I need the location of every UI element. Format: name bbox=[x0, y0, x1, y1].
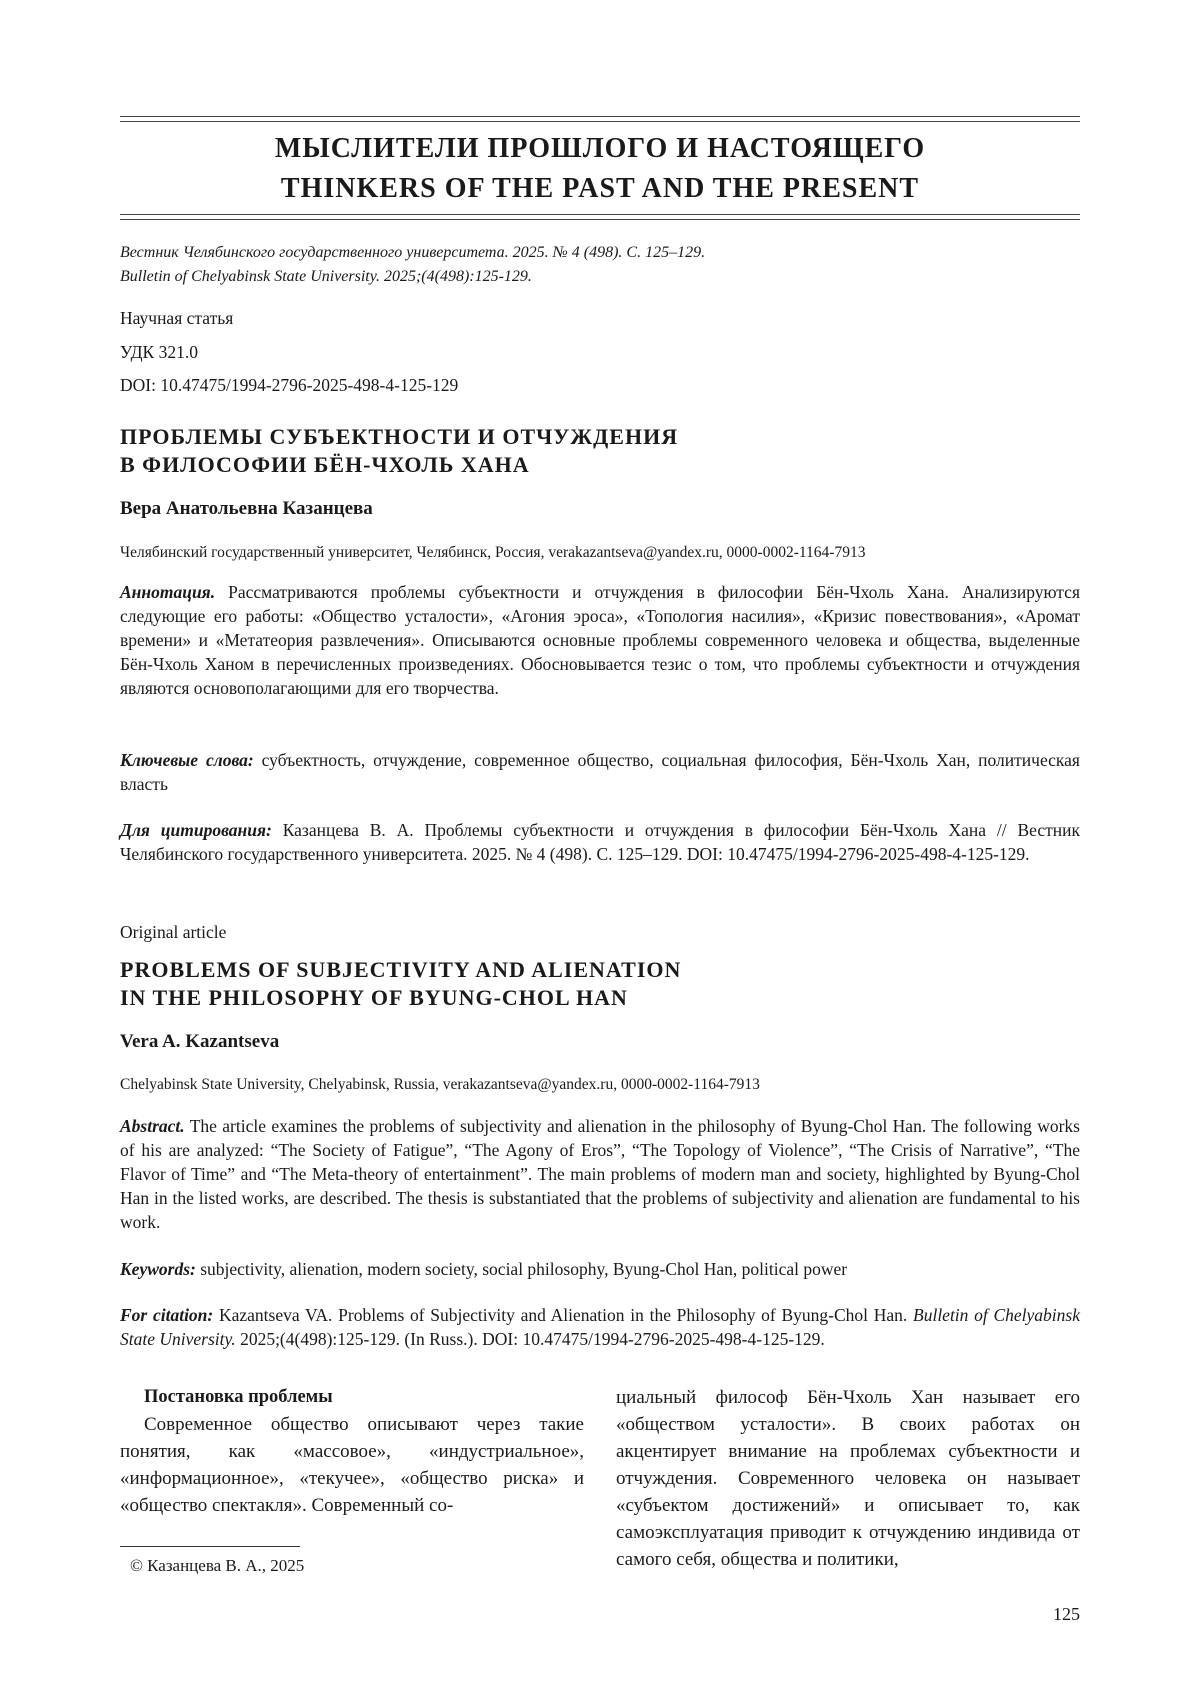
doi: DOI: 10.47475/1994-2796-2025-498-4-125-129 bbox=[120, 375, 459, 395]
section-heading: Постановка проблемы bbox=[144, 1387, 333, 1407]
affiliation-ru: Челябинский государственный университет, Челябинск, Россия, verakazantseva@yandex.ru, 0000-0002-1164-7913 bbox=[120, 544, 866, 561]
keywords-label-ru: Ключевые слова: bbox=[120, 750, 254, 770]
section-title-en: THINKERS OF THE PAST AND THE PRESENT bbox=[280, 173, 920, 204]
article-title-en-line2: IN THE PHILOSOPHY OF BYUNG-CHOL HAN bbox=[120, 985, 628, 1010]
top-rule-2 bbox=[120, 121, 1080, 122]
journal-ref-ru: Вестник Челябинского государственного университета. 2025. № 4 (498). С. 125–129. bbox=[120, 244, 706, 261]
copyright-footnote: © Казанцева В. А., 2025 bbox=[130, 1556, 305, 1575]
body-column-right bbox=[616, 1384, 1080, 1573]
bottom-rule-1 bbox=[120, 214, 1080, 215]
article-title-en-line1: PROBLEMS OF SUBJECTIVITY AND ALIENATION bbox=[120, 957, 682, 982]
article-type-ru: Научная статья bbox=[120, 308, 234, 328]
affiliation-en: Chelyabinsk State University, Chelyabinsk, Russia, verakazantseva@yandex.ru, 0000-0002-1164-7913 bbox=[120, 1076, 760, 1093]
body-column-left bbox=[120, 1384, 584, 1519]
top-rule-1 bbox=[120, 116, 1080, 117]
abstract-label-en: Abstract. bbox=[120, 1116, 185, 1136]
section-title-ru: МЫСЛИТЕЛИ ПРОШЛОГО И НАСТОЯЩЕГО bbox=[274, 133, 926, 164]
keywords-en bbox=[120, 1257, 1080, 1281]
article-type-en: Original article bbox=[120, 922, 227, 942]
journal-ref-en: Bulletin of Chelyabinsk State University. 2025;(4(498):125-129. bbox=[120, 268, 532, 285]
bottom-rule-2 bbox=[120, 219, 1080, 220]
abstract-ru bbox=[120, 580, 1080, 700]
keywords-label-en: Keywords: bbox=[120, 1259, 196, 1279]
author-ru: Вера Анатольевна Казанцева bbox=[120, 498, 373, 519]
keywords-text-en: subjectivity, alienation, modern society, social philosophy, Byung-Chol Han, political power bbox=[195, 1259, 848, 1279]
citation-journal-en: Bulletin of Chelyabinsk State University. bbox=[120, 1305, 1080, 1349]
body-text-col2: циальный философ Бён-Чхоль Хан называет его «обществом усталости». В своих работах он акцентирует внимание на проблемах субъектности и отчуждения. Современного человека он называет «субъектом достижений» и описывает то, как самоэксплуатация приводит к отчуждению индивида от самого себя, общества и политики, bbox=[616, 1387, 1080, 1570]
page-number: 125 bbox=[1053, 1604, 1080, 1624]
citation-ru bbox=[120, 818, 1080, 866]
author-en: Vera A. Kazantseva bbox=[120, 1031, 280, 1052]
udc-code: УДК 321.0 bbox=[120, 342, 198, 362]
citation-en bbox=[120, 1303, 1080, 1351]
abstract-text-en: The article examines the problems of subjectivity and alienation in the philosophy of Byung-Chol Han. The following works of his are analyzed: “The Society of Fatigue”, “The Agony of Eros”, “The Topology of Violence”, “The Crisis of Narrative”, “The Flavor of Time” and “The Meta-theory of entertainment”. The main problems of modern man and society, highlighted by Byung-Chol Han in the listed works, are described. The thesis is substantiated that the problems of subjectivity and alienation are fundamental to his work. bbox=[120, 1116, 1080, 1232]
abstract-en bbox=[120, 1114, 1080, 1234]
keywords-ru bbox=[120, 748, 1080, 796]
article-title-ru-line1: ПРОБЛЕМЫ СУБЪЕКТНОСТИ И ОТЧУЖДЕНИЯ bbox=[120, 424, 679, 449]
citation-text-ru: Казанцева В. А. Проблемы субъектности и отчуждения в философии Бён-Чхоль Хана // Вестник Челябинского государственного университета. 2025. № 4 (498). С. 125–129. DOI: 10.47475/1994-2796-2025-498-4-125-129. bbox=[120, 820, 1080, 864]
body-text-col1: Современное общество описывают через такие понятия, как «массовое», «индустриальное», «информационное», «текучее», «общество риска» и «общество спектакля». Современный со- bbox=[120, 1414, 584, 1516]
keywords-text-ru: субъектность, отчуждение, современное общество, социальная философия, Бён-Чхоль Хан, политическая власть bbox=[120, 750, 1080, 794]
citation-text-en-b: 2025;(4(498):125-129. (In Russ.). DOI: 10.47475/1994-2796-2025-498-4-125-129. bbox=[235, 1329, 825, 1349]
citation-label-ru: Для цитирования: bbox=[120, 820, 272, 840]
abstract-text-ru: Рассматриваются проблемы субъектности и отчуждения в философии Бён-Чхоль Хана. Анализируются следующие его работы: «Общество усталости», «Агония эроса», «Топология насилия», «Кризис повествования», «Аромат времени» и «Метатеория развлечения». Описываются основные проблемы современного человека и общества, выделенные Бён-Чхоль Ханом в перечисленных произведениях. Обосновывается тезис о том, что проблемы субъектности и отчуждения являются основополагающими для его творчества. bbox=[120, 582, 1080, 698]
footnote-rule bbox=[120, 1546, 300, 1547]
article-title-ru-line2: В ФИЛОСОФИИ БЁН-ЧХОЛЬ ХАНА bbox=[120, 452, 530, 477]
abstract-label-ru: Аннотация. bbox=[120, 582, 216, 602]
citation-label-en: For citation: bbox=[120, 1305, 214, 1325]
citation-text-en-a: Kazantseva VA. Problems of Subjectivity and Alienation in the Philosophy of Byung-Chol Han. bbox=[213, 1305, 914, 1325]
